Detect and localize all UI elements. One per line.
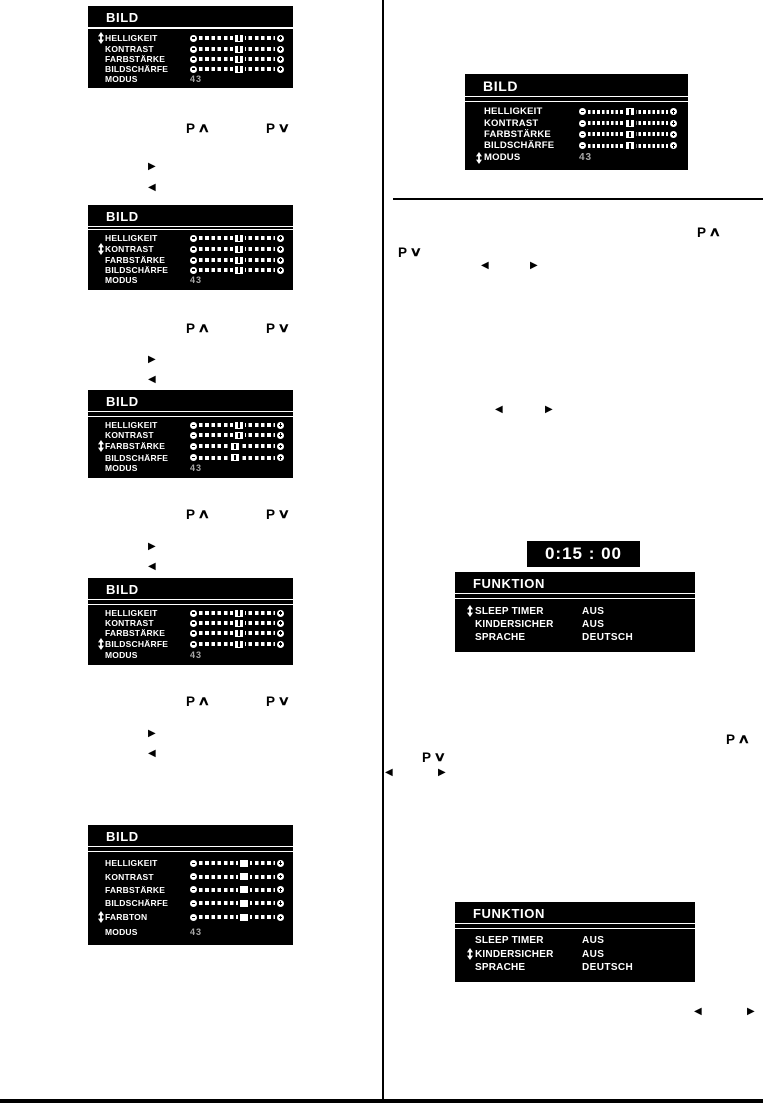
program-up-button bbox=[186, 693, 209, 709]
menu-item-label: MODUS bbox=[105, 926, 138, 937]
menu-cursor-icon bbox=[98, 911, 104, 923]
osd-menu-bild-5 bbox=[88, 825, 293, 945]
section-separator-line bbox=[393, 198, 763, 200]
slider-plus-icon bbox=[277, 641, 284, 648]
chevron-down-icon: ∨ bbox=[433, 749, 447, 764]
slider-track bbox=[199, 861, 275, 865]
menu-item-slider bbox=[190, 245, 284, 253]
cursor-cell-active bbox=[96, 440, 105, 452]
menu-title: FUNKTION bbox=[473, 576, 545, 591]
program-down-button bbox=[266, 693, 289, 709]
slider-thumb bbox=[235, 422, 243, 429]
menu-body bbox=[88, 852, 293, 945]
slider-minus-icon bbox=[190, 900, 197, 907]
menu-item-slider bbox=[190, 45, 284, 53]
sleep-timer-display bbox=[527, 541, 640, 567]
menu-item-label: SPRACHE bbox=[475, 962, 526, 973]
menu-item-value: 43 bbox=[190, 74, 203, 84]
menu-item-row bbox=[96, 430, 284, 440]
menu-header bbox=[455, 572, 695, 593]
menu-item-label: KONTRAST bbox=[484, 117, 539, 129]
slider-thumb bbox=[626, 142, 634, 149]
slider-thumb bbox=[235, 235, 243, 242]
slider-thumb bbox=[235, 257, 243, 264]
slider-thumb bbox=[235, 56, 243, 63]
p-label: P bbox=[697, 224, 707, 240]
p-label: P bbox=[266, 693, 276, 709]
menu-item-row bbox=[96, 885, 284, 895]
cursor-cell-active bbox=[464, 605, 475, 617]
menu-item-row bbox=[96, 54, 284, 64]
osd-menu-bild-right bbox=[465, 74, 688, 170]
menu-body bbox=[88, 605, 293, 665]
menu-item-value: 43 bbox=[579, 152, 593, 164]
menu-item-label: HELLIGKEIT bbox=[105, 33, 158, 43]
slider-minus-icon bbox=[190, 914, 197, 921]
slider-plus-icon bbox=[277, 610, 284, 617]
chevron-up-icon: ∧ bbox=[708, 224, 722, 239]
menu-item-label: HELLIGKEIT bbox=[105, 608, 158, 618]
menu-item-label: BILDSCHÄRFE bbox=[105, 265, 169, 275]
menu-item-value: 43 bbox=[190, 462, 203, 473]
menu-title: BILD bbox=[483, 78, 519, 94]
menu-title: BILD bbox=[106, 209, 139, 224]
menu-body bbox=[455, 599, 695, 652]
right-arrow-icon: ▶ bbox=[438, 767, 446, 778]
slider-minus-icon bbox=[190, 886, 197, 893]
slider-minus-icon bbox=[190, 56, 197, 63]
slider-plus-icon bbox=[277, 257, 284, 264]
slider-thumb bbox=[626, 120, 634, 127]
slider-plus-icon bbox=[277, 235, 284, 242]
right-arrow-icon: ▶ bbox=[148, 161, 156, 172]
menu-item-label: BILDSCHÄRFE bbox=[105, 639, 169, 649]
page-bottom-rule bbox=[0, 1099, 763, 1103]
menu-item-row bbox=[474, 140, 677, 151]
menu-item-row bbox=[96, 927, 284, 937]
menu-body bbox=[88, 29, 293, 89]
menu-item-row bbox=[464, 619, 685, 630]
menu-item-row bbox=[96, 628, 284, 638]
menu-item-label: FARBSTÄRKE bbox=[105, 54, 166, 64]
menu-item-label: FARBSTÄRKE bbox=[105, 628, 166, 638]
menu-item-slider bbox=[190, 609, 284, 617]
cursor-cell-active bbox=[474, 152, 484, 164]
chevron-down-icon: ∨ bbox=[277, 320, 291, 335]
program-up-button bbox=[697, 224, 720, 240]
menu-item-value: 43 bbox=[190, 650, 203, 660]
menu-item-label: KONTRAST bbox=[105, 430, 154, 441]
program-up-button bbox=[186, 320, 209, 336]
menu-header bbox=[88, 390, 293, 411]
slider-thumb bbox=[235, 620, 243, 627]
menu-item-value: AUS bbox=[582, 948, 605, 960]
slider-minus-icon bbox=[190, 873, 197, 880]
menu-header bbox=[88, 6, 293, 27]
left-arrow-icon: ◀ bbox=[148, 374, 156, 385]
menu-item-row bbox=[96, 638, 284, 650]
right-arrow-icon: ▶ bbox=[545, 404, 553, 415]
slider-minus-icon bbox=[190, 46, 197, 53]
menu-item-label: MODUS bbox=[105, 650, 138, 660]
menu-item-row bbox=[464, 935, 685, 946]
slider-thumb bbox=[240, 900, 248, 907]
slider-thumb bbox=[235, 630, 243, 637]
menu-item-label: BILDSCHÄRFE bbox=[105, 64, 169, 74]
menu-item-label: MODUS bbox=[105, 275, 138, 285]
slider-minus-icon bbox=[190, 257, 197, 264]
menu-item-slider bbox=[190, 873, 284, 881]
menu-item-row bbox=[464, 605, 685, 617]
menu-body bbox=[88, 417, 293, 478]
p-label: P bbox=[726, 731, 736, 747]
chevron-up-icon: ∧ bbox=[197, 693, 211, 708]
menu-item-value: 43 bbox=[190, 275, 203, 285]
slider-minus-icon bbox=[190, 641, 197, 648]
menu-item-slider bbox=[190, 629, 284, 637]
slider-minus-icon bbox=[190, 422, 197, 429]
slider-thumb bbox=[240, 914, 248, 921]
slider-thumb bbox=[235, 246, 243, 253]
menu-item-row bbox=[474, 118, 677, 129]
menu-title: BILD bbox=[106, 582, 139, 597]
menu-item-slider bbox=[190, 431, 284, 439]
osd-menu-bild-2 bbox=[88, 205, 293, 290]
p-label: P bbox=[186, 506, 196, 522]
program-down-button bbox=[266, 506, 289, 522]
slider-thumb bbox=[240, 886, 248, 893]
slider-track bbox=[199, 901, 275, 905]
slider-track bbox=[199, 888, 275, 892]
slider-plus-icon bbox=[277, 443, 284, 450]
chevron-down-icon: ∨ bbox=[277, 693, 291, 708]
right-arrow-icon: ▶ bbox=[148, 354, 156, 365]
menu-cursor-icon bbox=[98, 638, 104, 650]
menu-item-row bbox=[96, 32, 284, 44]
slider-plus-icon bbox=[277, 873, 284, 880]
menu-item-label: KONTRAST bbox=[105, 871, 154, 882]
menu-item-row bbox=[96, 872, 284, 882]
slider-plus-icon bbox=[670, 120, 677, 127]
p-label: P bbox=[422, 749, 432, 765]
cursor-cell-active bbox=[96, 32, 105, 44]
menu-item-label: FARBSTÄRKE bbox=[105, 255, 166, 265]
menu-item-label: HELLIGKEIT bbox=[105, 233, 158, 243]
menu-item-row bbox=[96, 44, 284, 54]
program-up-button bbox=[186, 506, 209, 522]
menu-item-label: KONTRAST bbox=[105, 244, 154, 254]
menu-item-row bbox=[96, 233, 284, 243]
program-down-button bbox=[422, 749, 445, 765]
slider-minus-icon bbox=[190, 454, 197, 461]
slider-minus-icon bbox=[579, 120, 586, 127]
chevron-up-icon: ∧ bbox=[197, 320, 211, 335]
menu-title: FUNKTION bbox=[473, 906, 545, 921]
menu-item-row bbox=[464, 962, 685, 973]
program-up-button bbox=[186, 120, 209, 136]
menu-cursor-icon bbox=[98, 243, 104, 255]
chevron-down-icon: ∨ bbox=[277, 120, 291, 135]
menu-item-row bbox=[474, 152, 677, 164]
slider-thumb bbox=[235, 66, 243, 73]
menu-title: BILD bbox=[106, 10, 139, 25]
program-down-button bbox=[398, 244, 421, 260]
p-label: P bbox=[266, 506, 276, 522]
menu-cursor-icon bbox=[476, 152, 482, 164]
slider-minus-icon bbox=[190, 620, 197, 627]
slider-plus-icon bbox=[277, 66, 284, 73]
menu-title: BILD bbox=[106, 829, 139, 844]
p-label: P bbox=[186, 120, 196, 136]
menu-item-slider bbox=[190, 65, 284, 73]
slider-plus-icon bbox=[277, 620, 284, 627]
slider-thumb bbox=[231, 443, 239, 450]
menu-item-row bbox=[96, 453, 284, 463]
menu-item-label: KONTRAST bbox=[105, 44, 154, 54]
slider-minus-icon bbox=[190, 432, 197, 439]
menu-item-row bbox=[96, 255, 284, 265]
slider-thumb bbox=[240, 860, 248, 867]
menu-header bbox=[88, 205, 293, 226]
menu-item-slider bbox=[190, 442, 284, 450]
slider-minus-icon bbox=[579, 142, 586, 149]
menu-item-label: HELLIGKEIT bbox=[484, 106, 543, 118]
slider-thumb bbox=[235, 35, 243, 42]
menu-body bbox=[465, 102, 688, 170]
menu-item-row bbox=[96, 265, 284, 275]
menu-item-slider bbox=[190, 256, 284, 264]
slider-thumb bbox=[235, 641, 243, 648]
slider-minus-icon bbox=[190, 443, 197, 450]
left-arrow-icon: ◀ bbox=[148, 561, 156, 572]
menu-item-row bbox=[96, 74, 284, 84]
menu-item-slider bbox=[190, 266, 284, 274]
menu-item-row bbox=[96, 243, 284, 255]
menu-item-slider bbox=[190, 913, 284, 921]
menu-item-row bbox=[464, 948, 685, 960]
menu-item-row bbox=[96, 440, 284, 452]
menu-header bbox=[88, 825, 293, 846]
menu-body bbox=[88, 230, 293, 290]
menu-item-row bbox=[96, 858, 284, 868]
osd-menu-bild-1 bbox=[88, 6, 293, 88]
slider-plus-icon bbox=[277, 886, 284, 893]
osd-menu-funktion-2 bbox=[455, 902, 695, 982]
sleep-timer-value: 0:15 : 00 bbox=[544, 544, 623, 563]
slider-minus-icon bbox=[190, 610, 197, 617]
osd-menu-bild-4 bbox=[88, 578, 293, 665]
program-up-button bbox=[726, 731, 749, 747]
chevron-up-icon: ∧ bbox=[737, 731, 751, 746]
menu-header bbox=[465, 74, 688, 96]
menu-item-label: MODUS bbox=[105, 74, 138, 84]
cursor-cell-active bbox=[96, 638, 105, 650]
menu-item-label: HELLIGKEIT bbox=[105, 858, 158, 869]
menu-item-value: DEUTSCH bbox=[582, 962, 634, 973]
slider-minus-icon bbox=[190, 35, 197, 42]
slider-plus-icon bbox=[277, 46, 284, 53]
menu-item-slider bbox=[579, 130, 677, 138]
right-arrow-icon: ▶ bbox=[148, 728, 156, 739]
slider-thumb bbox=[235, 46, 243, 53]
left-arrow-icon: ◀ bbox=[495, 404, 503, 415]
menu-title: BILD bbox=[106, 394, 139, 409]
menu-item-label: FARBSTÄRKE bbox=[105, 441, 166, 452]
menu-item-row bbox=[96, 911, 284, 923]
left-arrow-icon: ◀ bbox=[694, 1006, 702, 1017]
p-label: P bbox=[398, 244, 408, 260]
menu-item-value: DEUTSCH bbox=[582, 632, 634, 643]
left-arrow-icon: ◀ bbox=[385, 767, 393, 778]
p-label: P bbox=[186, 320, 196, 336]
slider-minus-icon bbox=[579, 108, 586, 115]
slider-minus-icon bbox=[190, 66, 197, 73]
slider-plus-icon bbox=[277, 267, 284, 274]
column-divider-line bbox=[382, 0, 384, 1101]
slider-thumb bbox=[240, 873, 248, 880]
slider-minus-icon bbox=[190, 630, 197, 637]
menu-item-label: KINDERSICHER bbox=[475, 619, 554, 630]
menu-item-label: FARBSTÄRKE bbox=[105, 884, 166, 895]
menu-cursor-icon bbox=[467, 948, 473, 960]
menu-item-row bbox=[474, 106, 677, 117]
osd-menu-bild-3 bbox=[88, 390, 293, 478]
menu-item-slider bbox=[579, 119, 677, 127]
menu-item-slider bbox=[190, 640, 284, 648]
menu-item-row bbox=[474, 129, 677, 140]
right-arrow-icon: ▶ bbox=[530, 260, 538, 271]
left-arrow-icon: ◀ bbox=[148, 182, 156, 193]
menu-item-row bbox=[96, 618, 284, 628]
menu-item-slider bbox=[190, 899, 284, 907]
menu-item-row bbox=[464, 632, 685, 643]
menu-item-slider bbox=[579, 108, 677, 116]
menu-header bbox=[455, 902, 695, 923]
slider-track bbox=[199, 875, 275, 879]
menu-item-label: BILDSCHÄRFE bbox=[484, 140, 555, 152]
cursor-cell-active bbox=[464, 948, 475, 960]
menu-body bbox=[455, 929, 695, 982]
slider-minus-icon bbox=[579, 131, 586, 138]
p-label: P bbox=[266, 320, 276, 336]
slider-plus-icon bbox=[670, 142, 677, 149]
menu-item-slider bbox=[190, 34, 284, 42]
slider-thumb bbox=[231, 454, 239, 461]
slider-plus-icon bbox=[670, 131, 677, 138]
menu-cursor-icon bbox=[98, 440, 104, 452]
program-down-button bbox=[266, 120, 289, 136]
menu-item-label: BILDSCHÄRFE bbox=[105, 898, 169, 909]
chevron-down-icon: ∨ bbox=[409, 244, 423, 259]
chevron-down-icon: ∨ bbox=[277, 506, 291, 521]
slider-minus-icon bbox=[190, 235, 197, 242]
menu-item-label: FARBSTÄRKE bbox=[484, 128, 551, 140]
slider-plus-icon bbox=[277, 246, 284, 253]
slider-plus-icon bbox=[277, 914, 284, 921]
menu-item-value: AUS bbox=[582, 935, 605, 946]
menu-item-slider bbox=[190, 859, 284, 867]
menu-item-value: 43 bbox=[190, 926, 203, 937]
right-arrow-icon: ▶ bbox=[747, 1006, 755, 1017]
menu-item-row bbox=[96, 608, 284, 618]
menu-item-slider bbox=[190, 619, 284, 627]
slider-plus-icon bbox=[277, 454, 284, 461]
menu-item-label: SPRACHE bbox=[475, 632, 526, 643]
menu-item-label: BILDSCHÄRFE bbox=[105, 452, 169, 463]
menu-item-row bbox=[96, 64, 284, 74]
menu-item-value: AUS bbox=[582, 605, 605, 617]
menu-item-label: SLEEP TIMER bbox=[475, 935, 544, 946]
slider-plus-icon bbox=[277, 35, 284, 42]
menu-item-slider bbox=[190, 454, 284, 462]
right-arrow-icon: ▶ bbox=[148, 541, 156, 552]
menu-item-label: MODUS bbox=[484, 152, 521, 164]
menu-item-row bbox=[96, 420, 284, 430]
slider-minus-icon bbox=[190, 860, 197, 867]
slider-plus-icon bbox=[277, 860, 284, 867]
osd-menu-funktion-1 bbox=[455, 572, 695, 652]
menu-header bbox=[88, 578, 293, 599]
menu-item-slider bbox=[190, 234, 284, 242]
slider-minus-icon bbox=[190, 267, 197, 274]
slider-plus-icon bbox=[277, 630, 284, 637]
slider-thumb bbox=[235, 610, 243, 617]
menu-item-slider bbox=[190, 886, 284, 894]
menu-item-label: KONTRAST bbox=[105, 618, 154, 628]
menu-item-label: KINDERSICHER bbox=[475, 948, 554, 960]
program-down-button bbox=[266, 320, 289, 336]
menu-item-row bbox=[96, 898, 284, 908]
slider-thumb bbox=[626, 108, 634, 115]
cursor-cell-active bbox=[96, 911, 105, 923]
slider-plus-icon bbox=[277, 56, 284, 63]
chevron-up-icon: ∧ bbox=[197, 506, 211, 521]
menu-item-label: FARBTON bbox=[105, 912, 148, 923]
slider-thumb bbox=[626, 131, 634, 138]
slider-thumb bbox=[235, 267, 243, 274]
slider-plus-icon bbox=[277, 432, 284, 439]
menu-item-row bbox=[96, 463, 284, 473]
menu-item-row bbox=[96, 650, 284, 660]
slider-thumb bbox=[235, 432, 243, 439]
chevron-up-icon: ∧ bbox=[197, 120, 211, 135]
slider-plus-icon bbox=[277, 422, 284, 429]
menu-cursor-icon bbox=[467, 605, 473, 617]
cursor-cell-active bbox=[96, 243, 105, 255]
left-arrow-icon: ◀ bbox=[148, 748, 156, 759]
p-label: P bbox=[186, 693, 196, 709]
menu-item-slider bbox=[190, 421, 284, 429]
menu-item-row bbox=[96, 275, 284, 285]
slider-plus-icon bbox=[277, 900, 284, 907]
menu-item-value: AUS bbox=[582, 619, 605, 630]
menu-cursor-icon bbox=[98, 32, 104, 44]
left-arrow-icon: ◀ bbox=[481, 260, 489, 271]
slider-minus-icon bbox=[190, 246, 197, 253]
menu-item-label: HELLIGKEIT bbox=[105, 420, 158, 431]
menu-item-slider bbox=[190, 55, 284, 63]
menu-item-label: SLEEP TIMER bbox=[475, 605, 544, 617]
menu-item-slider bbox=[579, 142, 677, 150]
p-label: P bbox=[266, 120, 276, 136]
slider-track bbox=[199, 915, 275, 919]
slider-plus-icon bbox=[670, 108, 677, 115]
menu-item-label: MODUS bbox=[105, 462, 138, 473]
